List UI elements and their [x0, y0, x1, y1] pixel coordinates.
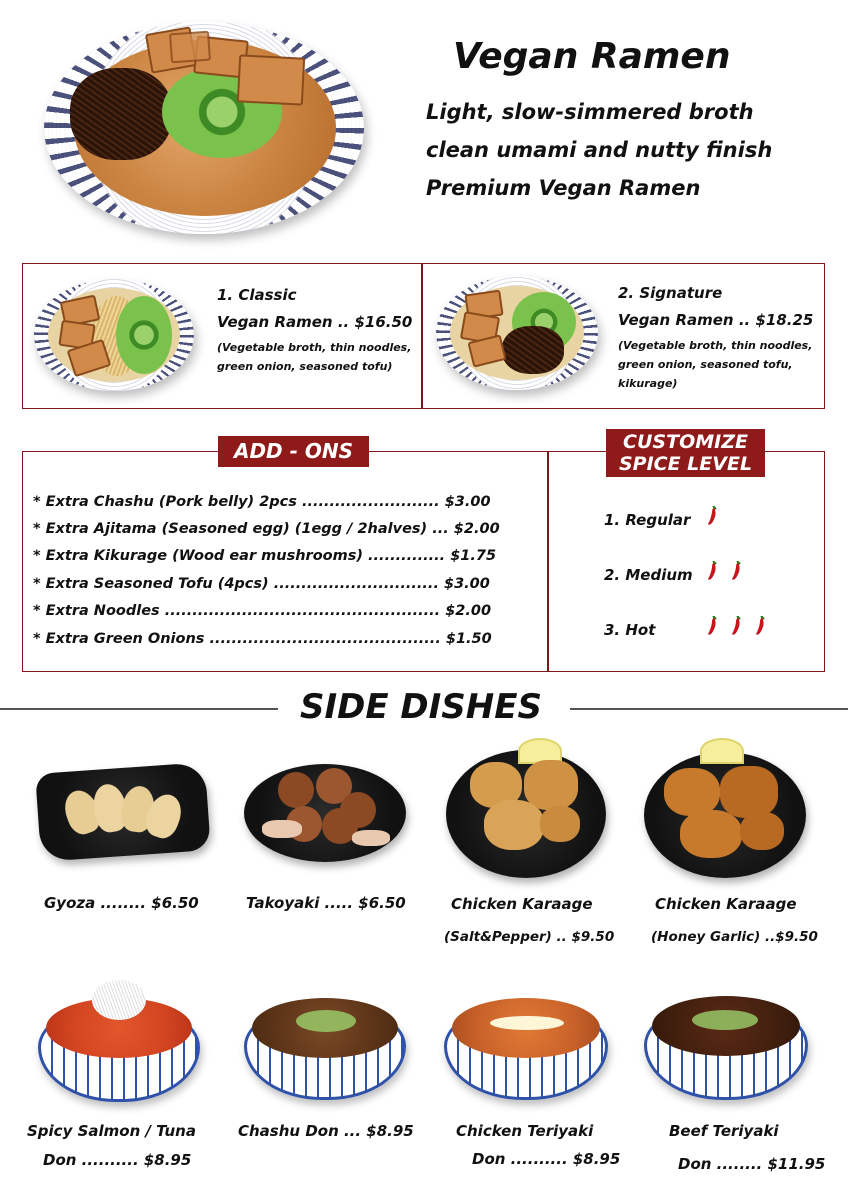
side-dish-label: Gyoza ........ $6.50	[44, 894, 199, 912]
side-dishes-title: SIDE DISHES	[300, 687, 542, 727]
spice-title	[606, 429, 765, 477]
side-dish-label: Chicken Teriyaki	[456, 1122, 594, 1140]
addon-item: * Extra Noodles .................................................. $2.00	[33, 603, 492, 619]
classic-name: 1. Classic	[217, 286, 297, 304]
addons-divider	[547, 451, 549, 672]
chili-pepper-icon	[755, 616, 766, 636]
signature-description-2: green onion, seasoned tofu,	[618, 358, 793, 371]
signature-description-3: kikurage)	[618, 377, 678, 390]
side-dish-label: Beef Teriyaki	[669, 1122, 779, 1140]
ramen-options-divider	[421, 263, 423, 409]
addon-item: * Extra Chashu (Pork belly) 2pcs ......................... $3.00	[33, 494, 491, 510]
addons-title: ADD - ONS	[218, 436, 369, 467]
hero-title: Vegan Ramen	[453, 36, 731, 77]
addon-item: * Extra Green Onions .......................................... $1.50	[33, 631, 492, 647]
chili-pepper-icon	[731, 616, 742, 636]
spice-level-label: 3. Hot	[604, 621, 656, 639]
side-dishes-rule-left	[0, 708, 278, 710]
classic-description-2: green onion, seasoned tofu)	[217, 360, 393, 373]
side-dish-price: (Salt&Pepper) .. $9.50	[444, 929, 615, 945]
side-dish-label: Spicy Salmon / Tuna	[27, 1122, 196, 1140]
side-dishes-rule-right	[570, 708, 848, 710]
hero-line-2: clean umami and nutty finish	[426, 138, 773, 162]
classic-description-1: (Vegetable broth, thin noodles,	[217, 341, 412, 354]
chili-pepper-icon	[731, 561, 742, 581]
side-dish-label: Chicken Karaage	[655, 895, 797, 913]
side-dish-label: Chashu Don ... $8.95	[238, 1122, 414, 1140]
side-dish-price: Don .......... $8.95	[472, 1150, 621, 1168]
side-dish-label: Chicken Karaage	[451, 895, 593, 913]
hero-line-1: Light, slow-simmered broth	[426, 100, 754, 124]
signature-price-line: Vegan Ramen .. $18.25	[618, 311, 814, 329]
addon-item: * Extra Kikurage (Wood ear mushrooms) .............. $1.75	[33, 548, 497, 564]
chili-pepper-icon	[707, 506, 718, 526]
chili-pepper-icon	[707, 616, 718, 636]
spice-level-label: 2. Medium	[604, 566, 693, 584]
spice-level-label: 1. Regular	[604, 511, 691, 529]
spice-title-line-1: CUSTOMIZE	[623, 431, 748, 453]
addon-item: * Extra Ajitama (Seasoned egg) (1egg / 2halves) ... $2.00	[33, 521, 500, 537]
signature-description-1: (Vegetable broth, thin noodles,	[618, 339, 813, 352]
classic-price-line: Vegan Ramen .. $16.50	[217, 313, 413, 331]
spice-title-line-2: SPICE LEVEL	[618, 453, 753, 475]
side-dish-price: Don .......... $8.95	[43, 1151, 192, 1169]
addon-item: * Extra Seasoned Tofu (4pcs) .............................. $3.00	[33, 576, 490, 592]
side-dish-price: Don ........ $11.95	[678, 1155, 826, 1173]
chili-pepper-icon	[707, 561, 718, 581]
hero-line-3: Premium Vegan Ramen	[426, 176, 701, 200]
side-dish-label: Takoyaki ..... $6.50	[246, 894, 406, 912]
side-dish-price: (Honey Garlic) ..$9.50	[651, 929, 818, 945]
signature-name: 2. Signature	[618, 284, 723, 302]
